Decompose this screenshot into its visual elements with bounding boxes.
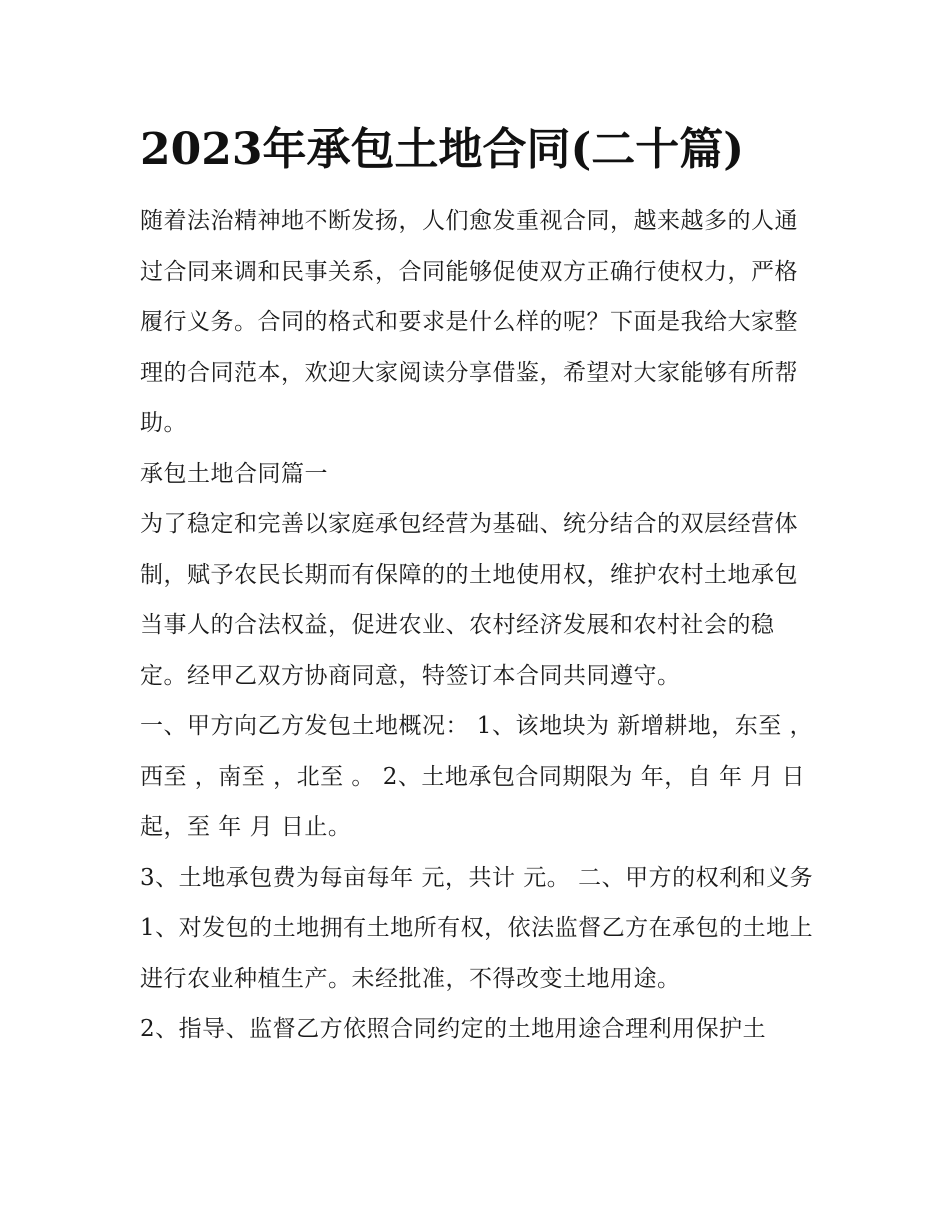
- intro-paragraph: 随着法治精神地不断发扬，人们愈发重视合同，越来越多的人通过合同来调和民事关系，合同能够促使双方正确行使权力，严格履行义务。合同的格式和要求是什么样的呢？下面是我给大家整理的合同范本，欢迎大家阅读分享借鉴，希望对大家能够有所帮助。: [140, 208, 798, 436]
- section-heading: 承包土地合同篇一: [140, 460, 328, 487]
- preamble-paragraph: 为了稳定和完善以家庭承包经营为基础、统分结合的双层经营体制，赋予农民长期而有保障的的土地使用权，维护农村土地承包当事人的合法权益，促进农业、农村经济发展和农村社会的稳定。经甲乙双方协商同意，特签订本合同共同遵守。: [140, 511, 798, 689]
- clause-party-a-item-2: 2、指导、监督乙方依照合同约定的土地用途合理利用保护土: [140, 1016, 767, 1042]
- clause-party-a-item-1: 1、对发包的土地拥有土地所有权，依法监督乙方在承包的土地上进行农业种植生产。未经批准，不得改变土地用途。: [140, 915, 814, 992]
- document-title: 2023年承包土地合同(二十篇): [140, 124, 745, 175]
- clause-land-overview: 一、甲方向乙方发包土地概况： 1、该地块为 新增耕地，东至 ，西至 ，南至 ，北至 。 2、土地承包合同期限为 年，自 年 月 日起，至 年 月 日止。: [140, 713, 814, 840]
- clause-fee-and-party-a: 3、土地承包费为每亩每年 元，共计 元。 二、甲方的权利和义务: [140, 864, 814, 891]
- document-body: [140, 118, 820, 1055]
